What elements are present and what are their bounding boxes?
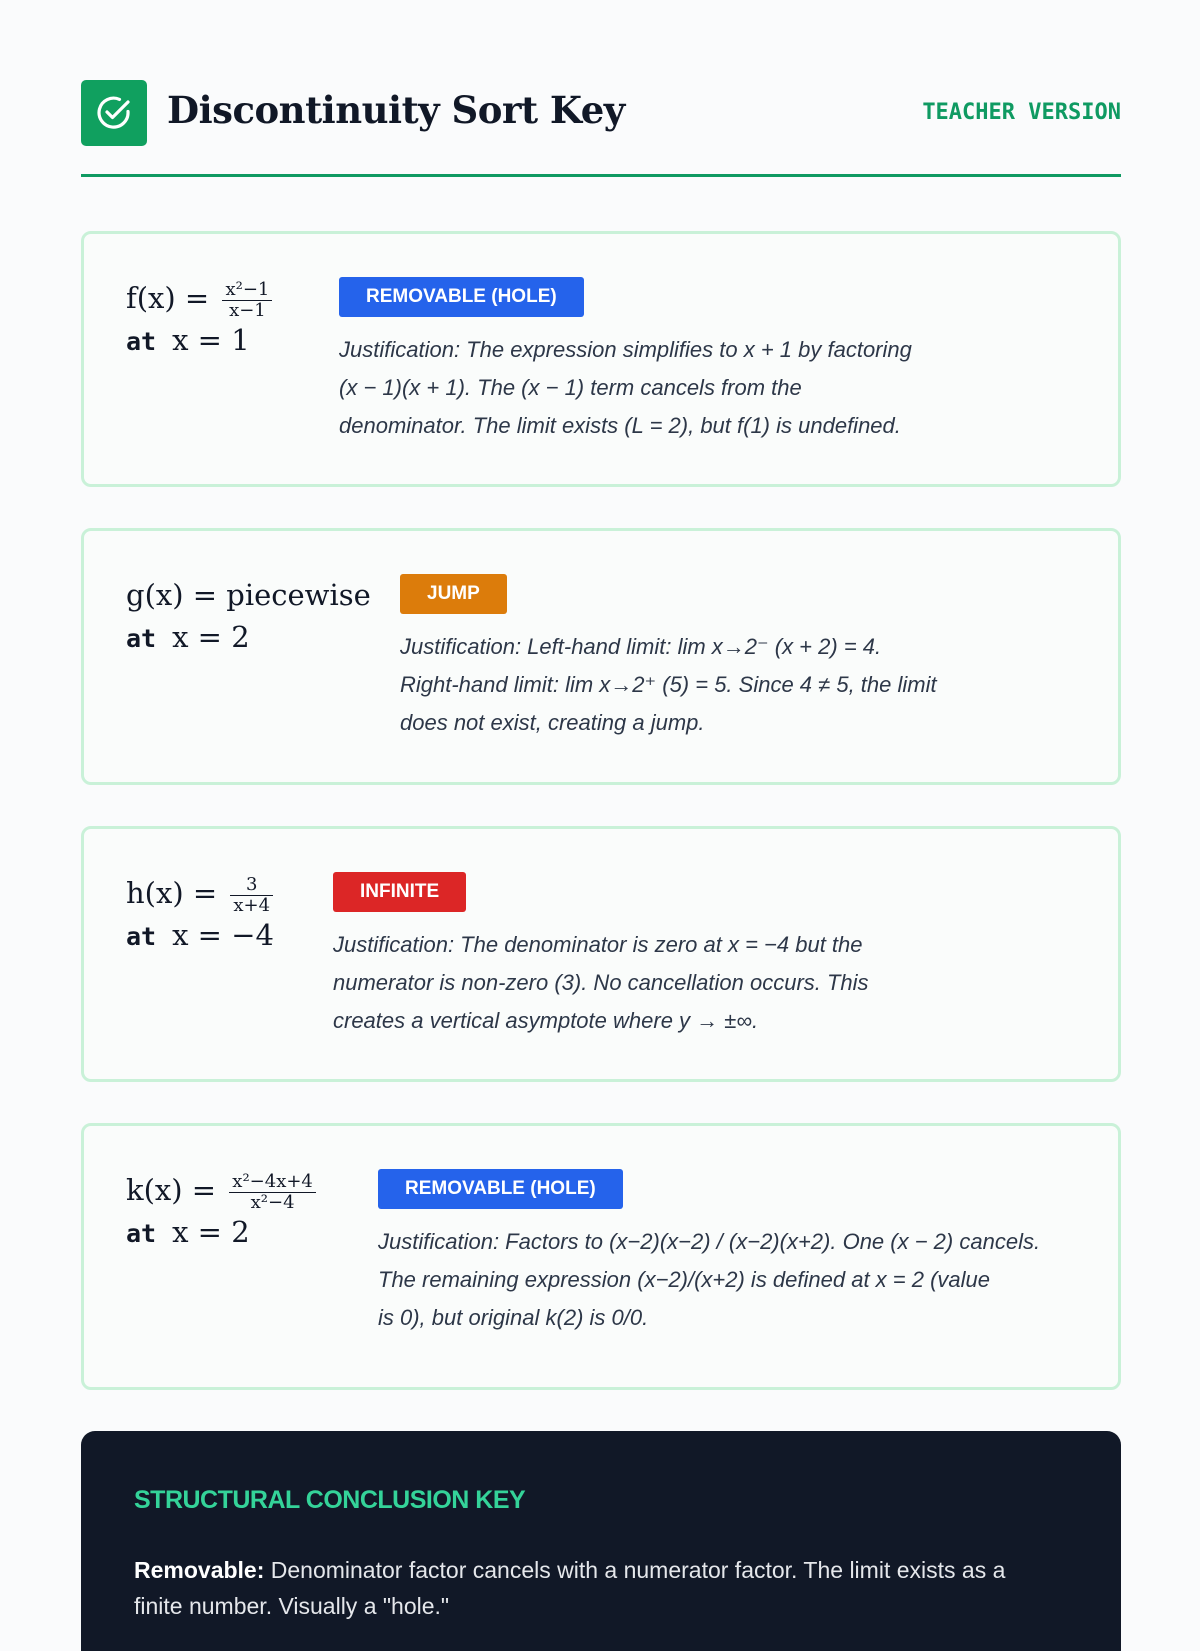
at-keyword: at: [126, 327, 157, 356]
evaluation-point: [126, 320, 272, 360]
discontinuity-card-f: [81, 231, 1121, 487]
discontinuity-card-g: [81, 528, 1121, 785]
page-header: [81, 80, 1121, 177]
function-definition: [126, 573, 371, 657]
function-definition: [126, 1168, 316, 1252]
justification: Justification: The denominator is zero at x = −4 but the numerator is non-zero (3). No cancellation occurs. This creates a vertical asymptote where y → ±∞.: [333, 932, 869, 1033]
fraction: [229, 1172, 316, 1213]
denominator: x−1: [229, 299, 266, 321]
at-value: x = −4: [172, 918, 274, 952]
function-name: k(x) =: [126, 1173, 217, 1207]
numerator: x²−4x+4: [229, 1172, 316, 1193]
numerator: 3: [230, 875, 273, 896]
denominator: x²−4: [250, 1191, 295, 1213]
at-value: x = 2: [172, 1215, 250, 1249]
classification: [378, 1169, 1078, 1337]
justification: Justification: Left-hand limit: lim x→2⁻ (x + 2) = 4. Right-hand limit: lim x→2⁺ (5) = 5. Since 4 ≠ 5, the limit does not exist, creating a jump.: [400, 634, 937, 735]
classification: [333, 872, 1033, 1040]
at-keyword: at: [126, 1219, 157, 1248]
discontinuity-card-h: [81, 826, 1121, 1082]
page-title: Discontinuity Sort Key: [167, 88, 625, 132]
conclusion-title: STRUCTURAL CONCLUSION KEY: [134, 1486, 526, 1514]
evaluation-point: [126, 617, 371, 657]
function-definition: [126, 871, 274, 955]
denominator: x+4: [233, 894, 271, 916]
fraction: [222, 280, 272, 321]
at-keyword: at: [126, 624, 157, 653]
at-value: x = 1: [172, 323, 250, 357]
numerator: x²−1: [222, 280, 272, 301]
conclusion-label: Removable:: [134, 1557, 265, 1583]
evaluation-point: [126, 1212, 316, 1252]
at-keyword: at: [126, 922, 157, 951]
conclusion-description: Denominator factor cancels with a numerator factor. The limit exists as a finite number. Visually a "hole.": [134, 1557, 1006, 1619]
classification: [400, 574, 1100, 742]
conclusion-removable: [134, 1552, 1054, 1624]
justification: Justification: Factors to (x−2)(x−2) / (x−2)(x+2). One (x − 2) cancels. The remaining expression (x−2)/(x+2) is defined at x = 2 (value is 0), but original k(2) is 0/0.: [378, 1229, 1041, 1330]
evaluation-point: [126, 915, 274, 955]
structural-conclusion-panel: [81, 1431, 1121, 1651]
justification: Justification: The expression simplifies to x + 1 by factoring (x − 1)(x + 1). The (x − 1) term cancels from the denominator. The limit exists (L = 2), but f(1) is undefined.: [339, 337, 912, 438]
badge-removable: REMOVABLE (HOLE): [378, 1169, 623, 1209]
discontinuity-card-k: [81, 1123, 1121, 1390]
function-name: g(x) = piecewise: [126, 578, 371, 612]
function-definition: [126, 276, 272, 360]
at-value: x = 2: [172, 620, 250, 654]
function-name: f(x) =: [126, 281, 210, 315]
classification: [339, 277, 1039, 445]
badge-removable: REMOVABLE (HOLE): [339, 277, 584, 317]
badge-jump: JUMP: [400, 574, 507, 614]
version-label: TEACHER VERSION: [922, 100, 1121, 125]
function-name: h(x) =: [126, 876, 218, 910]
badge-infinite: INFINITE: [333, 872, 466, 912]
fraction: [230, 875, 273, 916]
check-circle-icon: [81, 80, 147, 146]
